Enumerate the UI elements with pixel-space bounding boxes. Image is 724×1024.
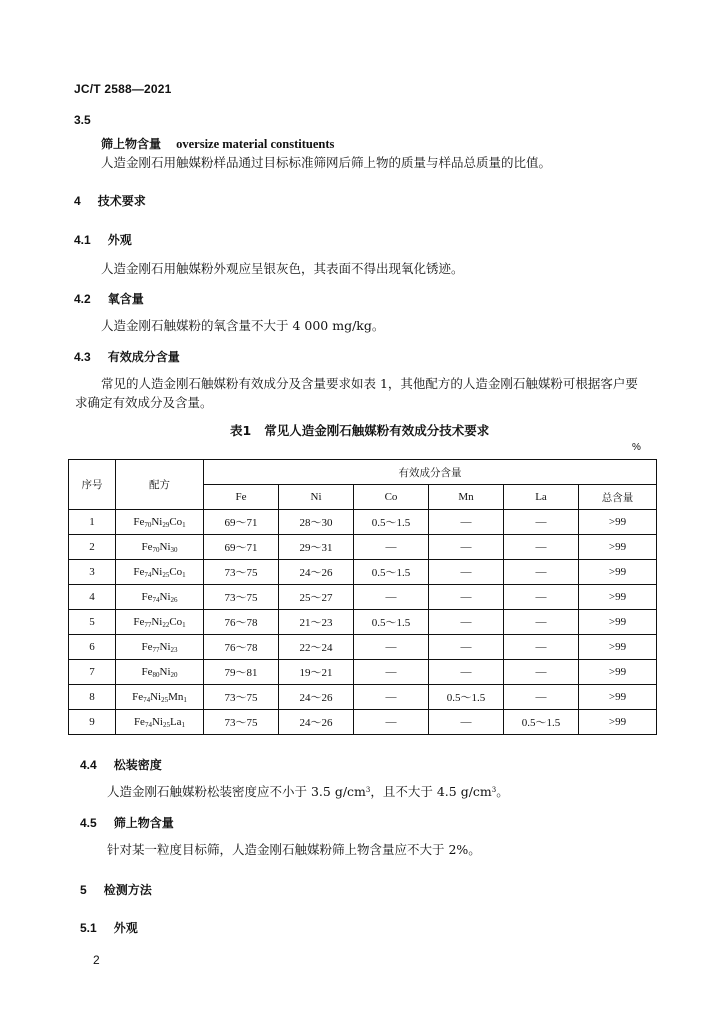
density-exponent-1: 3	[365, 786, 371, 794]
term-chinese: 筛上物含量	[101, 137, 162, 151]
cell-ni: 25～27	[279, 585, 354, 610]
cell-la: —	[504, 585, 579, 610]
formula-subscript: 25	[162, 570, 170, 579]
formula-subscript: 80	[152, 670, 160, 679]
cell-ni: 21～23	[279, 610, 354, 635]
cell-formula	[116, 660, 204, 685]
formula-subscript: 77	[144, 620, 152, 629]
section-4-4-heading	[80, 754, 162, 773]
section-4-number: 4	[74, 194, 81, 208]
cell-total: >99	[579, 610, 657, 635]
cell-seq: 7	[69, 660, 116, 685]
formula-subscript: 29	[162, 520, 170, 529]
cell-fe: 73～75	[204, 710, 279, 735]
formula-subscript: 30	[170, 545, 178, 554]
formula-subscript: 1	[182, 620, 186, 629]
cell-fe: 76～78	[204, 610, 279, 635]
cell-seq: 1	[69, 510, 116, 535]
section-3-5-number: 3.5	[74, 113, 91, 127]
cell-mn: —	[429, 610, 504, 635]
cell-co: —	[354, 535, 429, 560]
cell-co: —	[354, 635, 429, 660]
section-5-1-number: 5.1	[80, 921, 97, 935]
formula-subscript: 20	[170, 670, 178, 679]
cell-la: —	[504, 685, 579, 710]
table-row	[69, 610, 657, 635]
cell-fe: 79～81	[204, 660, 279, 685]
cell-formula	[116, 610, 204, 635]
formula-subscript: 70	[144, 520, 152, 529]
formula-element: Ni	[151, 565, 163, 578]
cell-formula	[116, 585, 204, 610]
cell-co: —	[354, 685, 429, 710]
section-4-4-number: 4.4	[80, 758, 97, 772]
cell-formula	[116, 710, 204, 735]
table-row	[69, 660, 657, 685]
formula-element: Co	[169, 515, 183, 528]
section-4-2-text: 人造金刚石触媒粉的氧含量不大于 4 000 mg/kg。	[101, 318, 385, 333]
cell-formula	[116, 510, 204, 535]
formula-subscript: 74	[144, 720, 152, 729]
section-5-1-heading	[80, 917, 138, 936]
formula-element: La	[169, 715, 182, 728]
cell-total: >99	[579, 635, 657, 660]
document-code: JC/T 2588—2021	[74, 82, 172, 96]
cell-fe: 73～75	[204, 685, 279, 710]
section-4-1-number: 4.1	[74, 233, 91, 247]
formula-subscript: 77	[152, 645, 160, 654]
table-row	[69, 560, 657, 585]
section-4-5-title: 筛上物含量	[113, 816, 174, 830]
cell-fe: 73～75	[204, 560, 279, 585]
cell-ni: 24～26	[279, 710, 354, 735]
formula-subscript: 23	[170, 645, 178, 654]
table-row	[69, 685, 657, 710]
formula-subscript: 70	[152, 545, 160, 554]
section-4-5-number: 4.5	[80, 816, 97, 830]
cell-co: —	[354, 710, 429, 735]
section-4-3-title: 有效成分含量	[107, 350, 180, 364]
section-4-1-text: 人造金刚石用触媒粉外观应呈银灰色，其表面不得出现氧化锈迹。	[101, 261, 464, 276]
cell-total: >99	[579, 510, 657, 535]
header-la: La	[504, 485, 579, 510]
section-4-title: 技术要求	[97, 194, 146, 208]
table-body	[69, 510, 657, 735]
formula-subscript: 25	[162, 720, 170, 729]
formula-element: Ni	[159, 665, 171, 678]
table-row	[69, 585, 657, 610]
formula-element: Ni	[151, 615, 163, 628]
table-caption: 表1 常见人造金刚石触媒粉有效成分技术要求	[230, 423, 490, 438]
cell-la: —	[504, 610, 579, 635]
cell-seq: 8	[69, 685, 116, 710]
density-text-part3: 。	[496, 784, 509, 799]
cell-ni: 22～24	[279, 635, 354, 660]
header-fe: Fe	[204, 485, 279, 510]
cell-total: >99	[579, 685, 657, 710]
section-5-number: 5	[80, 883, 87, 897]
formula-element: Fe	[141, 590, 153, 603]
section-3-5-term	[101, 133, 334, 152]
header-mn: Mn	[429, 485, 504, 510]
cell-fe: 76～78	[204, 635, 279, 660]
cell-la: 0.5～1.5	[504, 710, 579, 735]
table-unit: %	[632, 442, 641, 453]
section-4-1-heading	[74, 229, 132, 248]
cell-seq: 9	[69, 710, 116, 735]
cell-mn: —	[429, 510, 504, 535]
cell-ni: 29～31	[279, 535, 354, 560]
section-4-5-heading	[80, 812, 174, 831]
section-4-5-text: 针对某一粒度目标筛，人造金刚石触媒粉筛上物含量应不大于 2%。	[107, 842, 481, 857]
cell-seq: 6	[69, 635, 116, 660]
cell-formula	[116, 560, 204, 585]
cell-la: —	[504, 560, 579, 585]
cell-fe: 69～71	[204, 535, 279, 560]
cell-seq: 4	[69, 585, 116, 610]
density-exponent-2: 3	[491, 786, 497, 794]
specification-table	[68, 459, 657, 735]
formula-element: Fe	[133, 515, 145, 528]
cell-seq: 2	[69, 535, 116, 560]
header-seq: 序号	[69, 460, 116, 510]
cell-co: 0.5～1.5	[354, 510, 429, 535]
formula-subscript: 22	[162, 620, 170, 629]
cell-mn: —	[429, 535, 504, 560]
cell-seq: 5	[69, 610, 116, 635]
section-4-3-text-line1: 常见的人造金刚石触媒粉有效成分及含量要求如表 1，其他配方的人造金刚石触媒粉可根据客户要	[101, 376, 638, 391]
section-4-heading	[74, 190, 146, 209]
section-4-2-title: 氧含量	[107, 292, 144, 306]
cell-total: >99	[579, 660, 657, 685]
cell-mn: —	[429, 710, 504, 735]
cell-mn: —	[429, 560, 504, 585]
formula-element: Co	[169, 565, 183, 578]
cell-formula	[116, 685, 204, 710]
cell-la: —	[504, 510, 579, 535]
formula-subscript: 74	[143, 695, 151, 704]
cell-ni: 19～21	[279, 660, 354, 685]
section-4-1-title: 外观	[107, 233, 132, 247]
formula-subscript: 1	[183, 695, 187, 704]
formula-element: Ni	[159, 640, 171, 653]
cell-ni: 24～26	[279, 560, 354, 585]
formula-subscript: 1	[182, 570, 186, 579]
section-4-3-heading	[74, 346, 180, 365]
section-4-3-number: 4.3	[74, 350, 91, 364]
section-4-4-title: 松装密度	[113, 758, 162, 772]
formula-element: Fe	[133, 565, 145, 578]
cell-la: —	[504, 635, 579, 660]
header-ni: Ni	[279, 485, 354, 510]
formula-element: Fe	[141, 665, 153, 678]
section-4-4-text	[107, 782, 509, 800]
cell-ni: 24～26	[279, 685, 354, 710]
header-co: Co	[354, 485, 429, 510]
cell-total: >99	[579, 585, 657, 610]
table-row	[69, 635, 657, 660]
formula-subscript: 1	[182, 520, 186, 529]
formula-element: Ni	[159, 540, 171, 553]
formula-subscript: 26	[170, 595, 178, 604]
term-english: oversize material constituents	[176, 137, 335, 151]
cell-seq: 3	[69, 560, 116, 585]
table-row	[69, 535, 657, 560]
header-formula: 配方	[116, 460, 204, 510]
cell-mn: —	[429, 660, 504, 685]
cell-total: >99	[579, 535, 657, 560]
table-row	[69, 710, 657, 735]
cell-co: —	[354, 660, 429, 685]
cell-mn: 0.5～1.5	[429, 685, 504, 710]
header-total: 总含量	[579, 485, 657, 510]
formula-element: Ni	[151, 515, 163, 528]
density-text-part2: ，且不大于 4.5 g/cm	[370, 784, 492, 799]
formula-element: Fe	[133, 615, 145, 628]
cell-ni: 28～30	[279, 510, 354, 535]
formula-element: Fe	[133, 715, 145, 728]
formula-subscript: 74	[144, 570, 152, 579]
cell-co: 0.5～1.5	[354, 560, 429, 585]
section-5-heading	[80, 879, 152, 898]
section-4-3-text-line2: 求确定有效成分及含量。	[75, 395, 213, 410]
cell-la: —	[504, 660, 579, 685]
cell-formula	[116, 635, 204, 660]
section-4-2-number: 4.2	[74, 292, 91, 306]
page-number: 2	[93, 953, 100, 967]
cell-mn: —	[429, 585, 504, 610]
section-4-2-heading	[74, 288, 144, 307]
density-text-part1: 人造金刚石触媒粉松装密度应不小于 3.5 g/cm	[107, 784, 366, 799]
formula-element: Ni	[159, 590, 171, 603]
cell-co: —	[354, 585, 429, 610]
section-5-title: 检测方法	[103, 883, 152, 897]
formula-element: Fe	[132, 690, 144, 703]
table-row	[69, 510, 657, 535]
cell-formula	[116, 535, 204, 560]
formula-element: Fe	[141, 640, 153, 653]
cell-fe: 73～75	[204, 585, 279, 610]
cell-co: 0.5～1.5	[354, 610, 429, 635]
formula-element: Mn	[168, 690, 184, 703]
formula-element: Ni	[151, 715, 163, 728]
section-3-5-definition: 人造金刚石用触媒粉样品通过目标标准筛网后筛上物的质量与样品总质量的比值。	[101, 155, 552, 170]
cell-total: >99	[579, 560, 657, 585]
formula-subscript: 74	[152, 595, 160, 604]
cell-fe: 69～71	[204, 510, 279, 535]
cell-total: >99	[579, 710, 657, 735]
header-group: 有效成分含量	[204, 460, 657, 485]
formula-element: Co	[169, 615, 183, 628]
formula-element: Fe	[141, 540, 153, 553]
cell-mn: —	[429, 635, 504, 660]
formula-element: Ni	[150, 690, 162, 703]
formula-subscript: 25	[161, 695, 169, 704]
section-5-1-title: 外观	[113, 921, 138, 935]
cell-la: —	[504, 535, 579, 560]
formula-subscript: 1	[181, 720, 186, 729]
